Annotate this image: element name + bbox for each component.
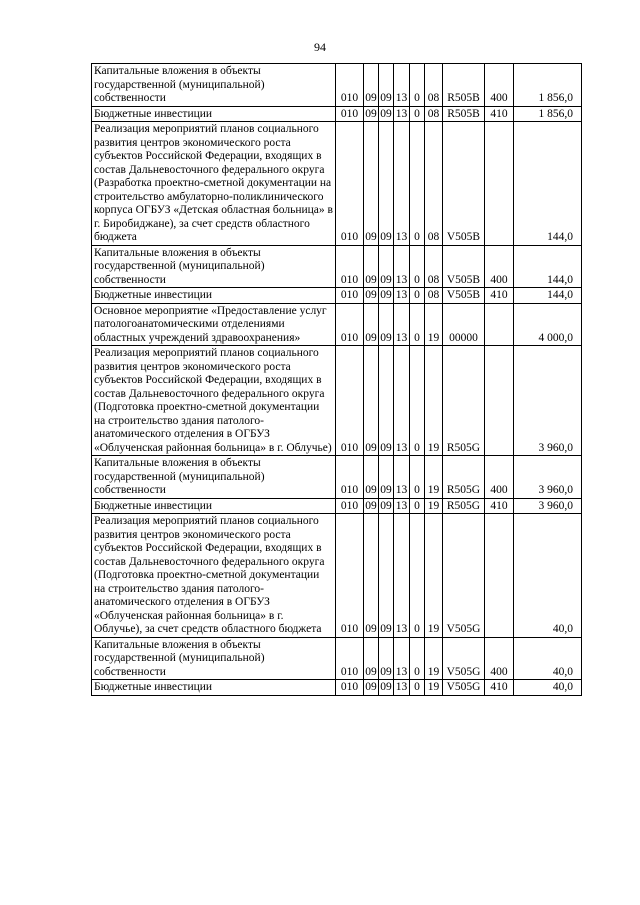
subprogram-code: 0: [410, 303, 425, 346]
direction-code: R505B: [443, 64, 485, 107]
subprogram-code: 0: [410, 498, 425, 514]
expense-type-code: 410: [485, 680, 514, 696]
direction-code: V505G: [443, 514, 485, 638]
subprogram-code: 0: [410, 456, 425, 499]
amount: 4 000,0: [514, 303, 582, 346]
direction-code: R505G: [443, 498, 485, 514]
row-name: Бюджетные инвестиции: [92, 106, 336, 122]
activity-code: 08: [425, 64, 443, 107]
direction-code: V505B: [443, 122, 485, 246]
row-name: Капитальные вложения в объекты государственной (муниципальной) собственности: [92, 456, 336, 499]
subprogram-code: 0: [410, 514, 425, 638]
amount: 1 856,0: [514, 64, 582, 107]
subsection-code: 09: [379, 245, 394, 288]
subsection-code: 09: [379, 637, 394, 680]
program-code: 13: [394, 456, 410, 499]
expense-type-code: 400: [485, 637, 514, 680]
admin-code: 010: [336, 498, 364, 514]
table-row: [92, 498, 582, 514]
expense-type-code: 410: [485, 288, 514, 304]
table-row: [92, 303, 582, 346]
subsection-code: 09: [380, 107, 392, 120]
activity-code: 08: [425, 245, 443, 288]
row-name: Реализация мероприятий планов социального развития центров экономического роста субъектов Российской Федерации, входящих в состав Дальневосточного федерального округа (Подготовка проектно-сметной документации на строительство здания патолого-анатомического отделения в ОГБУЗ «Облученская районная больница» в г. Облучье): [92, 346, 336, 456]
subsection-code: 09: [379, 456, 394, 499]
activity-code: 19: [425, 514, 443, 638]
direction-code: V505G: [443, 680, 485, 696]
amount: 144,0: [514, 288, 582, 304]
expense-type-code: 410: [485, 498, 514, 514]
section-code: 09: [364, 637, 379, 680]
activity-code: 19: [425, 680, 443, 696]
row-name: Капитальные вложения в объекты государственной (муниципальной) собственности: [92, 64, 336, 107]
subsection-code: 09: [380, 681, 392, 693]
program-code: 13: [394, 122, 410, 246]
table-row: [92, 106, 582, 122]
program-code: 13: [394, 514, 410, 638]
activity-code: 08: [425, 288, 443, 304]
section-code: 09: [364, 514, 379, 638]
activity-code: 19: [425, 456, 443, 499]
table-row: [92, 122, 582, 246]
direction-code: R505G: [443, 456, 485, 499]
table-row: [92, 346, 582, 456]
table-row: [92, 680, 582, 696]
row-name: Бюджетные инвестиции: [92, 288, 336, 304]
subprogram-code: 0: [410, 288, 425, 304]
amount: 40,0: [514, 637, 582, 680]
activity-code: 19: [425, 637, 443, 680]
activity-code: 19: [425, 498, 443, 514]
direction-code: R505B: [443, 106, 485, 122]
amount: 144,0: [514, 245, 582, 288]
subsection-code: 09: [380, 499, 392, 512]
program-code: 13: [394, 288, 410, 304]
amount: 40,0: [514, 680, 582, 696]
section-code: 09: [364, 64, 379, 107]
activity-code: 08: [425, 122, 443, 246]
table-row: [92, 637, 582, 680]
amount: 144,0: [514, 122, 582, 246]
row-name: Основное мероприятие «Предоставление услуг патологоанатомическими отделениями областных учреждений здравоохранения»: [92, 303, 336, 346]
subsection-code: 09: [379, 346, 394, 456]
subsection-code: 09: [379, 64, 394, 107]
program-code: 13: [394, 245, 410, 288]
expense-type-code: 400: [485, 456, 514, 499]
row-name: Капитальные вложения в объекты государственной (муниципальной) собственности: [92, 637, 336, 680]
admin-code: 010: [336, 288, 364, 304]
expense-type-code: [485, 514, 514, 638]
direction-code: R505G: [443, 346, 485, 456]
program-code: 13: [394, 680, 410, 696]
amount: 40,0: [514, 514, 582, 638]
subprogram-code: 0: [410, 346, 425, 456]
program-code: 13: [394, 303, 410, 346]
direction-code: V505B: [443, 288, 485, 304]
subsection-code: 09: [379, 514, 394, 638]
table-row: [92, 288, 582, 304]
section-code: 09: [365, 681, 377, 693]
section-code: 09: [364, 245, 379, 288]
program-code: 13: [394, 346, 410, 456]
row-name: Бюджетные инвестиции: [92, 498, 336, 514]
expense-type-code: [485, 303, 514, 346]
amount: 3 960,0: [514, 346, 582, 456]
expense-type-code: [485, 346, 514, 456]
admin-code: 010: [336, 514, 364, 638]
admin-code: 010: [336, 245, 364, 288]
row-name: Капитальные вложения в объекты государственной (муниципальной) собственности: [92, 245, 336, 288]
table-row: [92, 64, 582, 107]
subsection-code: 09: [379, 122, 394, 246]
amount: 1 856,0: [514, 106, 582, 122]
admin-code: 010: [336, 303, 364, 346]
activity-code: 19: [425, 303, 443, 346]
row-name: Реализация мероприятий планов социального развития центров экономического роста субъектов Российской Федерации, входящих в состав Дальневосточного федерального округа (Разработка проектно-сметной документации на строительство амбулаторно-поликлинического корпуса ОГБУЗ «Детская областная больница» в г. Биробиджане), за счет средств областного бюджета: [92, 122, 336, 246]
page-number: 94: [314, 40, 326, 54]
admin-code: 010: [336, 680, 364, 696]
subsection-code: 09: [380, 289, 392, 301]
row-name: Реализация мероприятий планов социального развития центров экономического роста субъектов Российской Федерации, входящих в состав Дальневосточного федерального округа (Подготовка проектно-сметной документации на строительство здания патолого-анатомического отделения в ОГБУЗ «Облученская районная больница» в г. Облучье), за счет средств областного бюджета: [92, 514, 336, 638]
row-name: Бюджетные инвестиции: [92, 680, 336, 696]
table-row: [92, 245, 582, 288]
section-code: 09: [364, 303, 379, 346]
subprogram-code: 0: [410, 106, 425, 122]
subprogram-code: 0: [410, 637, 425, 680]
subprogram-code: 0: [410, 64, 425, 107]
expense-type-code: 400: [485, 245, 514, 288]
program-code: 13: [394, 64, 410, 107]
activity-code: 19: [425, 346, 443, 456]
expense-type-code: 400: [485, 64, 514, 107]
section-code: 09: [365, 289, 377, 301]
admin-code: 010: [336, 346, 364, 456]
subprogram-code: 0: [410, 680, 425, 696]
admin-code: 010: [336, 456, 364, 499]
section-code: 09: [365, 499, 377, 512]
subprogram-code: 0: [410, 245, 425, 288]
activity-code: 08: [425, 106, 443, 122]
admin-code: 010: [336, 122, 364, 246]
admin-code: 010: [336, 106, 364, 122]
direction-code: V505B: [443, 245, 485, 288]
direction-code: 00000: [443, 303, 485, 346]
amount: 3 960,0: [514, 498, 582, 514]
program-code: 13: [394, 106, 410, 122]
table-row: [92, 514, 582, 638]
table-row: [92, 456, 582, 499]
subprogram-code: 0: [410, 122, 425, 246]
subsection-code: 09: [379, 303, 394, 346]
section-code: 09: [365, 107, 377, 120]
admin-code: 010: [336, 64, 364, 107]
direction-code: V505G: [443, 637, 485, 680]
section-code: 09: [364, 346, 379, 456]
program-code: 13: [394, 637, 410, 680]
section-code: 09: [364, 122, 379, 246]
program-code: 13: [394, 498, 410, 514]
expense-type-code: [485, 122, 514, 246]
admin-code: 010: [336, 637, 364, 680]
budget-table: [91, 63, 582, 696]
expense-type-code: 410: [485, 106, 514, 122]
amount: 3 960,0: [514, 456, 582, 499]
section-code: 09: [364, 456, 379, 499]
